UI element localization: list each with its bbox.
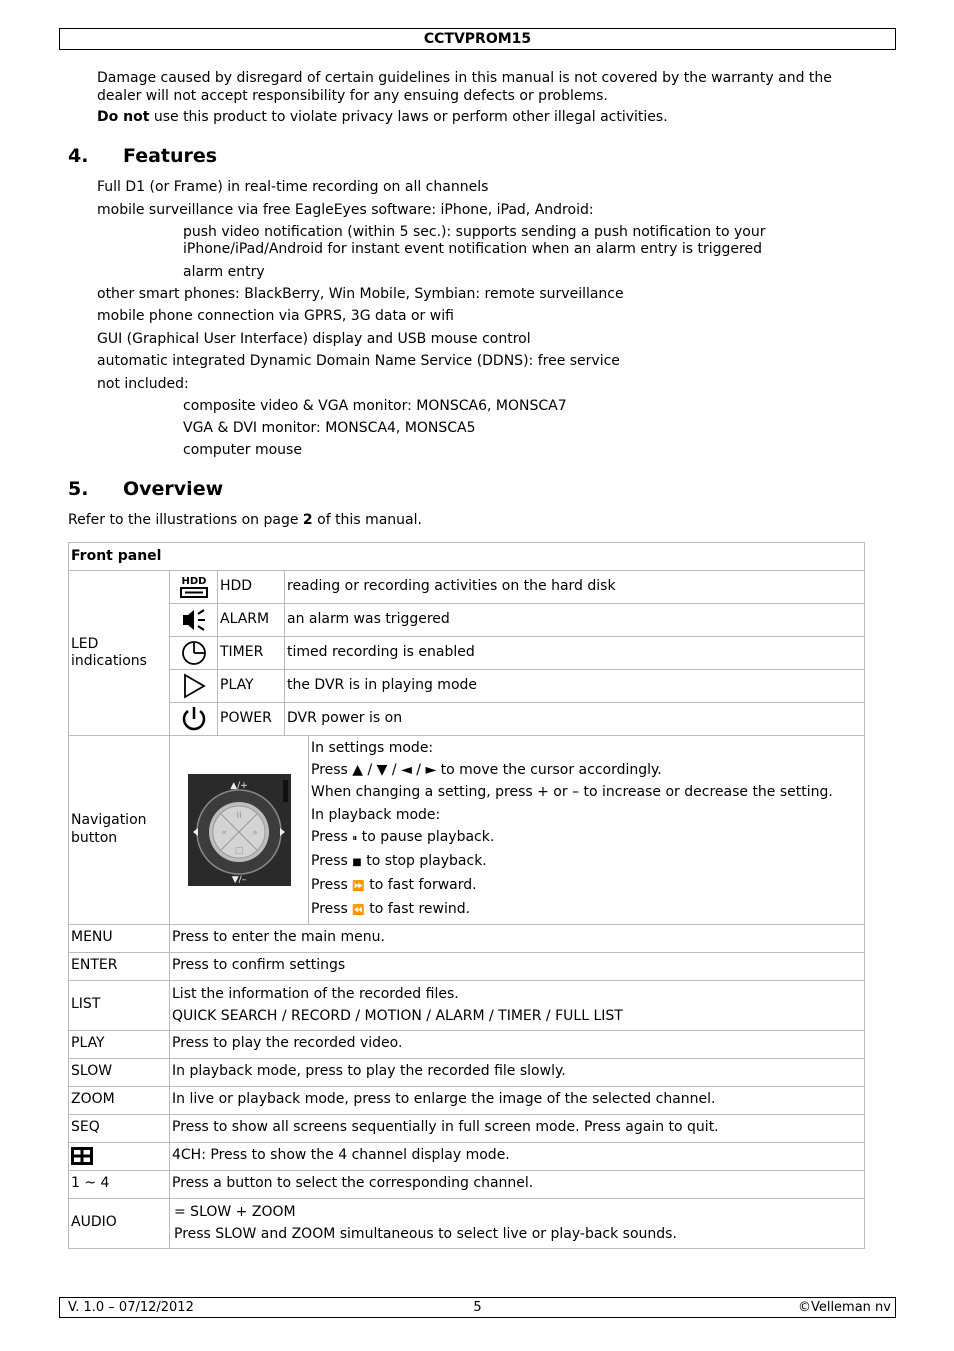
privacy-note-bold: Do not xyxy=(97,109,150,125)
svg-text:«: « xyxy=(220,827,227,838)
svg-text:HDD: HDD xyxy=(181,576,206,587)
nav-line-text: to fast rewind. xyxy=(364,901,471,918)
feature-item: automatic integrated Dynamic Domain Name Service (DDNS): free service xyxy=(97,353,620,369)
led-description: reading or recording activities on the hard disk xyxy=(285,571,865,604)
description-line: = SLOW + ZOOM xyxy=(174,1204,296,1221)
description-line: List the information of the recorded files. xyxy=(172,986,459,1003)
feature-item: GUI (Graphical User Interface) display and USB mouse control xyxy=(97,331,531,347)
button-description xyxy=(170,1198,865,1248)
section-number: 5. xyxy=(68,478,89,500)
button-description: In playback mode, press to play the recorded file slowly. xyxy=(170,1058,865,1086)
svg-text:□: □ xyxy=(234,845,243,856)
nav-label-line: button xyxy=(71,829,118,846)
navigation-label xyxy=(69,736,170,925)
led-name: PLAY xyxy=(218,670,285,703)
description-line: Press SLOW and ZOOM simultaneous to select live or play-back sounds. xyxy=(174,1226,677,1243)
privacy-note xyxy=(97,109,668,127)
nav-line xyxy=(311,850,862,874)
button-description: Press to confirm settings xyxy=(170,952,865,980)
feature-item: mobile phone connection via GPRS, 3G data or wifi xyxy=(97,308,454,324)
led-label xyxy=(69,571,170,736)
nav-line xyxy=(311,826,862,850)
reference-page: 2 xyxy=(302,512,313,528)
nav-line: When changing a setting, press + or – to increase or decrease the setting. xyxy=(311,784,833,801)
button-description: Press to play the recorded video. xyxy=(170,1030,865,1058)
button-key: ZOOM xyxy=(69,1086,170,1114)
section-title: Overview xyxy=(123,478,224,500)
button-description: In live or playback mode, press to enlarge the image of the selected channel. xyxy=(170,1086,865,1114)
nav-line-text: Press xyxy=(311,901,353,918)
power-icon xyxy=(170,703,218,736)
led-name: TIMER xyxy=(218,637,285,670)
feature-subitem: computer mouse xyxy=(183,442,302,458)
feature-subitem: alarm entry xyxy=(183,264,265,280)
button-key: 1 ~ 4 xyxy=(69,1170,170,1198)
overview-reference xyxy=(68,512,422,530)
nav-line xyxy=(311,874,862,898)
nav-line xyxy=(311,898,862,922)
nav-line: Press ▲ / ▼ / ◄ / ► to move the cursor accordingly. xyxy=(311,762,662,779)
button-key: AUDIO xyxy=(69,1198,170,1248)
page-header xyxy=(59,28,896,50)
feature-item: other smart phones: BlackBerry, Win Mobile, Symbian: remote surveillance xyxy=(97,286,624,302)
stop-icon: ■ xyxy=(352,857,362,869)
button-key: PLAY xyxy=(69,1030,170,1058)
timer-icon xyxy=(170,637,218,670)
hdd-icon xyxy=(170,571,218,604)
nav-down-label: ▼/– xyxy=(231,874,246,885)
feature-item: mobile surveillance via free EagleEyes software: iPhone, iPad, Android: xyxy=(97,202,594,218)
svg-text:II: II xyxy=(235,810,242,821)
page-footer xyxy=(59,1297,896,1318)
led-name: POWER xyxy=(218,703,285,736)
navigation-button-image xyxy=(170,736,309,925)
button-description: 4CH: Press to show the 4 channel display mode. xyxy=(170,1142,865,1170)
button-description xyxy=(170,980,865,1030)
intro-paragraph xyxy=(97,70,832,105)
nav-line-text: to pause playback. xyxy=(357,828,495,845)
nav-line: In settings mode: xyxy=(311,740,434,756)
led-description: timed recording is enabled xyxy=(285,637,865,670)
privacy-note-text: use this product to violate privacy laws or perform other illegal activities. xyxy=(149,109,668,125)
button-description: Press a button to select the corresponding channel. xyxy=(170,1170,865,1198)
feature-item: not included: xyxy=(97,376,189,392)
button-description: Press to enter the main menu. xyxy=(170,924,865,952)
led-name: ALARM xyxy=(218,604,285,637)
svg-text:»: » xyxy=(251,827,258,838)
document-code: CCTVPROM15 xyxy=(423,31,532,47)
nav-line-text: Press xyxy=(311,877,353,894)
reference-text: Refer to the illustrations on page xyxy=(68,512,303,528)
features-heading xyxy=(68,145,217,169)
alarm-icon xyxy=(170,604,218,637)
description-line: QUICK SEARCH / RECORD / MOTION / ALARM / TIMER / FULL LIST xyxy=(172,1008,623,1025)
nav-line-text: Press xyxy=(311,853,353,870)
version-label: V. 1.0 – 07/12/2012 xyxy=(68,1300,194,1315)
feature-subitem: iPhone/iPad/Android for instant event notification when an alarm entry is triggered xyxy=(183,241,762,257)
quad-display-icon xyxy=(69,1142,170,1170)
nav-line-text: to fast forward. xyxy=(364,877,477,894)
intro-line-1: Damage caused by disregard of certain guidelines in this manual is not covered by the warranty and the xyxy=(97,70,832,86)
led-label-line: LED xyxy=(71,635,99,652)
button-key: MENU xyxy=(69,924,170,952)
front-panel-title: Front panel xyxy=(71,547,162,564)
pause-icon: ⏸ xyxy=(352,832,358,844)
nav-up-label: ▲/+ xyxy=(229,780,248,791)
button-key: SEQ xyxy=(69,1114,170,1142)
led-name: HDD xyxy=(218,571,285,604)
led-description: an alarm was triggered xyxy=(285,604,865,637)
fast-rewind-icon: ⏪ xyxy=(352,905,365,917)
feature-subitem: VGA & DVI monitor: MONSCA4, MONSCA5 xyxy=(183,420,476,436)
nav-line-text: to stop playback. xyxy=(361,853,487,870)
section-title: Features xyxy=(123,145,218,167)
play-icon xyxy=(170,670,218,703)
navigation-description xyxy=(309,736,865,925)
feature-subitem: composite video & VGA monitor: MONSCA6, MONSCA7 xyxy=(183,398,567,414)
reference-text: of this manual. xyxy=(312,512,422,528)
front-panel-table xyxy=(68,542,865,1249)
button-key: LIST xyxy=(69,980,170,1030)
feature-subitem: push video notification (within 5 sec.): supports sending a push notification to your xyxy=(183,224,766,240)
button-key: ENTER xyxy=(69,952,170,980)
led-description: the DVR is in playing mode xyxy=(285,670,865,703)
copyright-label: ©Velleman nv xyxy=(797,1300,891,1315)
nav-line: In playback mode: xyxy=(311,806,441,823)
fast-forward-icon: ⏩ xyxy=(352,881,365,893)
led-label-line: indications xyxy=(71,653,147,669)
button-key: SLOW xyxy=(69,1058,170,1086)
table-heading xyxy=(69,543,865,571)
nav-label-line: Navigation xyxy=(71,812,147,829)
overview-heading xyxy=(68,478,223,502)
section-number: 4. xyxy=(68,145,89,167)
button-description: Press to show all screens sequentially in full screen mode. Press again to quit. xyxy=(170,1114,865,1142)
led-description: DVR power is on xyxy=(285,703,865,736)
intro-line-2: dealer will not accept responsibility for any ensuing defects or problems. xyxy=(97,87,608,104)
page-number: 5 xyxy=(473,1300,482,1315)
nav-line-text: Press xyxy=(311,828,353,845)
feature-item: Full D1 (or Frame) in real-time recording on all channels xyxy=(97,179,489,195)
